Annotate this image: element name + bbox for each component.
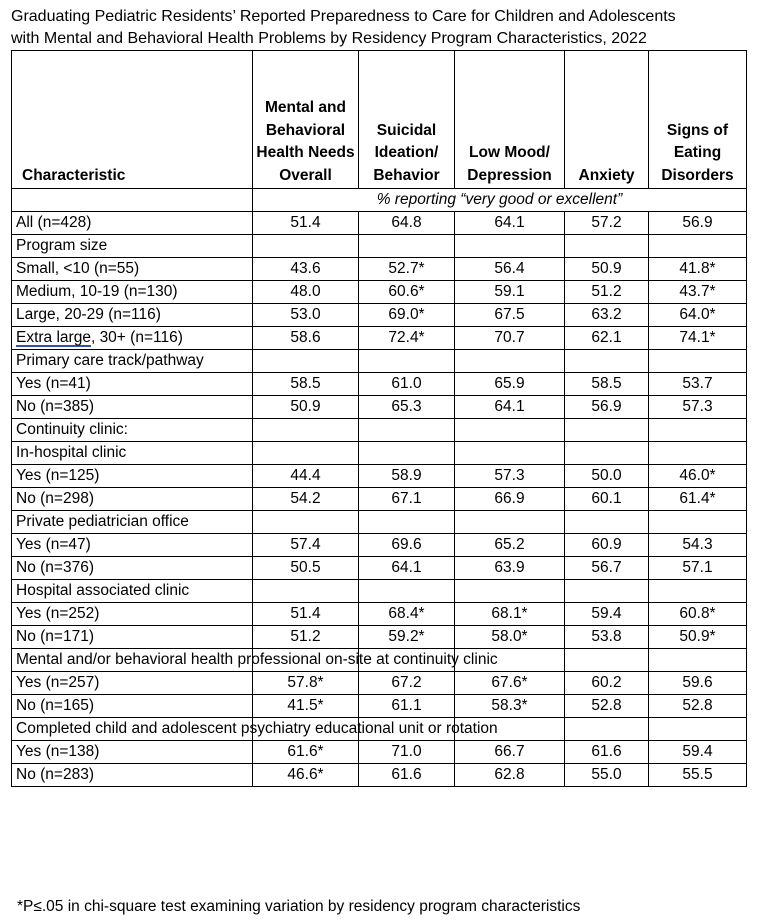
- row-label: No (n=283): [12, 764, 253, 787]
- value-cell: [359, 511, 455, 534]
- value-cell: [649, 649, 747, 672]
- value-cell: 63.9: [455, 557, 565, 580]
- table-row: [12, 465, 747, 488]
- footnote: *P≤.05 in chi-square test examining variation by residency program characteristics: [17, 898, 581, 915]
- column-header-characteristic: Characteristic: [12, 51, 253, 189]
- column-header-anxiety: Anxiety: [565, 51, 649, 189]
- value-cell: 61.6: [359, 764, 455, 787]
- row-label: No (n=376): [12, 557, 253, 580]
- value-cell: 62.1: [565, 327, 649, 350]
- table-row: [12, 626, 747, 649]
- value-cell: [253, 419, 359, 442]
- value-cell: 64.1: [359, 557, 455, 580]
- value-cell: 53.0: [253, 304, 359, 327]
- table-row: [12, 511, 747, 534]
- value-cell: [649, 580, 747, 603]
- value-cell: [359, 580, 455, 603]
- subheader-row: [12, 189, 747, 212]
- row-label: Hospital associated clinic: [12, 580, 253, 603]
- value-cell: 51.2: [253, 626, 359, 649]
- value-cell: 56.4: [455, 258, 565, 281]
- row-label-underlined: Extra large: [16, 329, 91, 346]
- value-cell: [565, 511, 649, 534]
- value-cell: 56.9: [649, 212, 747, 235]
- value-cell: 60.9: [565, 534, 649, 557]
- value-cell: 54.2: [253, 488, 359, 511]
- value-cell: 61.6*: [253, 741, 359, 764]
- value-cell: 57.3: [649, 396, 747, 419]
- value-cell: [455, 511, 565, 534]
- row-label: Yes (n=138): [12, 741, 253, 764]
- table-row: [12, 212, 747, 235]
- row-label: No (n=165): [12, 695, 253, 718]
- value-cell: 41.5*: [253, 695, 359, 718]
- value-cell: 50.5: [253, 557, 359, 580]
- row-label: [12, 327, 253, 350]
- value-cell: [565, 350, 649, 373]
- row-label: Yes (n=125): [12, 465, 253, 488]
- table-row: [12, 235, 747, 258]
- value-cell: 51.2: [565, 281, 649, 304]
- value-cell: [455, 235, 565, 258]
- table-row: [12, 419, 747, 442]
- value-cell: [359, 442, 455, 465]
- value-cell: 46.6*: [253, 764, 359, 787]
- value-cell: [253, 235, 359, 258]
- value-cell: 58.3*: [455, 695, 565, 718]
- value-cell: 65.2: [455, 534, 565, 557]
- value-cell: 58.6: [253, 327, 359, 350]
- value-cell: 59.4: [565, 603, 649, 626]
- value-cell: 57.8*: [253, 672, 359, 695]
- row-label: Yes (n=252): [12, 603, 253, 626]
- table-title: Graduating Pediatric Residents’ Reported Preparedness to Care for Children and Adolescents with Mental and Behavioral Health Problems by Residency Program Characteristics, 2022: [11, 8, 676, 47]
- column-header-depression: Low Mood/ Depression: [455, 51, 565, 189]
- value-cell: 67.1: [359, 488, 455, 511]
- column-header-overall: Mental and Behavioral Health Needs Overall: [253, 51, 359, 189]
- table-row: [12, 764, 747, 787]
- table-row: [12, 534, 747, 557]
- value-cell: 61.0: [359, 373, 455, 396]
- row-label: In-hospital clinic: [12, 442, 253, 465]
- subheader-blank-cell: [12, 189, 253, 212]
- value-cell: [649, 350, 747, 373]
- value-cell: 65.3: [359, 396, 455, 419]
- value-cell: 69.6: [359, 534, 455, 557]
- value-cell: 54.3: [649, 534, 747, 557]
- table-row: [12, 741, 747, 764]
- table-row: [12, 488, 747, 511]
- row-label: No (n=298): [12, 488, 253, 511]
- row-label: Mental and/or behavioral health professional on-site at continuity clinic: [12, 649, 253, 672]
- value-cell: [253, 350, 359, 373]
- value-cell: 58.5: [253, 373, 359, 396]
- value-cell: 46.0*: [649, 465, 747, 488]
- row-label: Yes (n=41): [12, 373, 253, 396]
- value-cell: 57.2: [565, 212, 649, 235]
- table-row: [12, 281, 747, 304]
- value-cell: 64.8: [359, 212, 455, 235]
- table-row: [12, 718, 747, 741]
- value-cell: [359, 419, 455, 442]
- header-row: [12, 51, 747, 189]
- row-label: All (n=428): [12, 212, 253, 235]
- value-cell: 50.9: [253, 396, 359, 419]
- value-cell: 55.5: [649, 764, 747, 787]
- value-cell: 62.8: [455, 764, 565, 787]
- row-label: Program size: [12, 235, 253, 258]
- value-cell: 68.1*: [455, 603, 565, 626]
- value-cell: [253, 511, 359, 534]
- table-row: [12, 373, 747, 396]
- value-cell: 51.4: [253, 212, 359, 235]
- value-cell: [649, 442, 747, 465]
- value-cell: 56.9: [565, 396, 649, 419]
- value-cell: 61.6: [565, 741, 649, 764]
- table-row: [12, 350, 747, 373]
- value-cell: 41.8*: [649, 258, 747, 281]
- table-row: [12, 603, 747, 626]
- row-label: Yes (n=47): [12, 534, 253, 557]
- value-cell: 67.2: [359, 672, 455, 695]
- value-cell: 59.2*: [359, 626, 455, 649]
- value-cell: 64.1: [455, 212, 565, 235]
- value-cell: 59.4: [649, 741, 747, 764]
- value-cell: 55.0: [565, 764, 649, 787]
- value-cell: 60.2: [565, 672, 649, 695]
- value-cell: 61.1: [359, 695, 455, 718]
- row-label: Completed child and adolescent psychiatry educational unit or rotation: [12, 718, 253, 741]
- row-label-rest: , 30+ (n=116): [90, 329, 183, 346]
- value-cell: [649, 235, 747, 258]
- subheader-cell: % reporting “very good or excellent”: [253, 189, 747, 212]
- row-label: Medium, 10-19 (n=130): [12, 281, 253, 304]
- value-cell: [565, 580, 649, 603]
- row-label: Small, <10 (n=55): [12, 258, 253, 281]
- value-cell: 56.7: [565, 557, 649, 580]
- column-header-suicidal: Suicidal Ideation/ Behavior: [359, 51, 455, 189]
- value-cell: 63.2: [565, 304, 649, 327]
- value-cell: 52.7*: [359, 258, 455, 281]
- value-cell: 43.7*: [649, 281, 747, 304]
- row-label: Continuity clinic:: [12, 419, 253, 442]
- row-label: Yes (n=257): [12, 672, 253, 695]
- value-cell: [565, 419, 649, 442]
- value-cell: 61.4*: [649, 488, 747, 511]
- value-cell: 50.9: [565, 258, 649, 281]
- value-cell: 57.3: [455, 465, 565, 488]
- value-cell: 67.5: [455, 304, 565, 327]
- value-cell: [649, 511, 747, 534]
- value-cell: 64.0*: [649, 304, 747, 327]
- value-cell: 64.1: [455, 396, 565, 419]
- value-cell: 65.9: [455, 373, 565, 396]
- value-cell: 59.6: [649, 672, 747, 695]
- table-row: [12, 672, 747, 695]
- value-cell: 51.4: [253, 603, 359, 626]
- value-cell: 59.1: [455, 281, 565, 304]
- value-cell: [455, 350, 565, 373]
- value-cell: 67.6*: [455, 672, 565, 695]
- table-row: [12, 649, 747, 672]
- value-cell: 71.0: [359, 741, 455, 764]
- value-cell: 53.8: [565, 626, 649, 649]
- value-cell: 66.9: [455, 488, 565, 511]
- value-cell: [455, 580, 565, 603]
- value-cell: 58.9: [359, 465, 455, 488]
- value-cell: 53.7: [649, 373, 747, 396]
- table-row: [12, 304, 747, 327]
- value-cell: 68.4*: [359, 603, 455, 626]
- value-cell: 60.1: [565, 488, 649, 511]
- column-header-eating: Signs of Eating Disorders: [649, 51, 747, 189]
- value-cell: 74.1*: [649, 327, 747, 350]
- value-cell: 43.6: [253, 258, 359, 281]
- value-cell: [359, 350, 455, 373]
- table-row: [12, 258, 747, 281]
- value-cell: 57.1: [649, 557, 747, 580]
- value-cell: [253, 442, 359, 465]
- value-cell: 48.0: [253, 281, 359, 304]
- value-cell: [649, 419, 747, 442]
- value-cell: 70.7: [455, 327, 565, 350]
- preparedness-table: [11, 50, 747, 787]
- value-cell: 66.7: [455, 741, 565, 764]
- table-row: [12, 442, 747, 465]
- table-row: [12, 396, 747, 419]
- value-cell: 58.5: [565, 373, 649, 396]
- value-cell: [253, 580, 359, 603]
- value-cell: [649, 718, 747, 741]
- table-row: [12, 557, 747, 580]
- value-cell: [565, 649, 649, 672]
- value-cell: 52.8: [649, 695, 747, 718]
- value-cell: 50.0: [565, 465, 649, 488]
- table-row: [12, 580, 747, 603]
- value-cell: 69.0*: [359, 304, 455, 327]
- value-cell: [455, 419, 565, 442]
- row-label: No (n=171): [12, 626, 253, 649]
- value-cell: [565, 442, 649, 465]
- value-cell: 52.8: [565, 695, 649, 718]
- row-label: Large, 20-29 (n=116): [12, 304, 253, 327]
- row-label: No (n=385): [12, 396, 253, 419]
- value-cell: 58.0*: [455, 626, 565, 649]
- value-cell: 50.9*: [649, 626, 747, 649]
- value-cell: 60.6*: [359, 281, 455, 304]
- value-cell: [565, 718, 649, 741]
- value-cell: 57.4: [253, 534, 359, 557]
- row-label: Primary care track/pathway: [12, 350, 253, 373]
- table-row: [12, 695, 747, 718]
- row-label: Private pediatrician office: [12, 511, 253, 534]
- value-cell: [455, 442, 565, 465]
- value-cell: 60.8*: [649, 603, 747, 626]
- value-cell: 44.4: [253, 465, 359, 488]
- value-cell: [565, 235, 649, 258]
- value-cell: 72.4*: [359, 327, 455, 350]
- table-row: [12, 327, 747, 350]
- value-cell: [359, 235, 455, 258]
